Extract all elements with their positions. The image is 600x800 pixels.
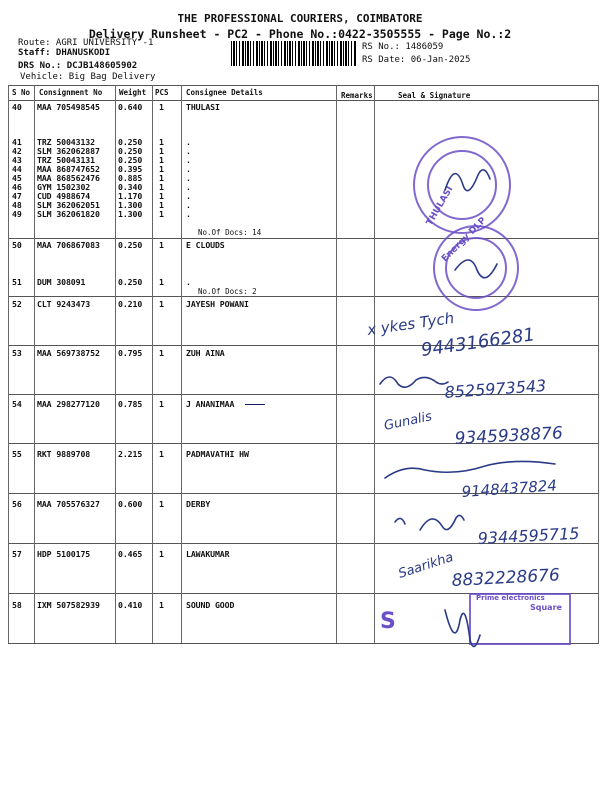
sno-cell: 45 — [12, 173, 22, 183]
consignee-cell: . — [186, 182, 191, 192]
stamp-text: Energy DLP — [440, 215, 489, 265]
weight-cell: 0.250 — [118, 137, 143, 147]
pcs-cell: 1 — [159, 277, 164, 287]
pcs-cell: 1 — [159, 600, 164, 610]
consignee-cell: . — [186, 146, 191, 156]
weight-cell: 0.600 — [118, 499, 143, 509]
stamp-text: Prime electronics — [476, 594, 545, 602]
sno-cell: 57 — [12, 549, 22, 559]
sno-cell: 50 — [12, 240, 22, 250]
sno-cell: 55 — [12, 449, 22, 459]
sno-cell: 51 — [12, 277, 22, 287]
pcs-cell: 1 — [159, 146, 164, 156]
runsheet-subtitle: Delivery Runsheet - PC2 - Phone No.:0422-3505555 - Page No.:2 — [88, 27, 512, 41]
stamp-thulasi — [414, 137, 510, 233]
consignment-cell: SLM 362062887 — [37, 146, 100, 156]
weight-cell: 0.465 — [118, 549, 143, 559]
weight-cell: 0.410 — [118, 600, 143, 610]
consignee-cell: . — [186, 164, 191, 174]
stamp-text: Square — [530, 603, 562, 612]
company-title: THE PROFESSIONAL COURIERS, COIMBATORE — [177, 12, 423, 25]
consignee-cell: ZUH AINA — [186, 348, 225, 358]
sno-cell: 42 — [12, 146, 22, 156]
rs-number: RS No.: 1486059 — [362, 42, 444, 52]
consignment-cell: MAA 868747652 — [37, 164, 100, 174]
pcs-cell: 1 — [159, 209, 164, 219]
consignment-cell: CUD 4988674 — [37, 191, 91, 201]
sno-cell: 41 — [12, 137, 22, 147]
handwritten-name: Gunalis — [382, 409, 434, 434]
pcs-cell: 1 — [159, 182, 164, 192]
sno-cell: 44 — [12, 164, 22, 174]
weight-cell: 1.300 — [118, 209, 143, 219]
consignee-cell: . — [186, 277, 191, 287]
weight-cell: 0.640 — [118, 102, 143, 112]
weight-cell: 0.795 — [118, 348, 143, 358]
vehicle-info: Vehicle: Big Bag Delivery — [20, 72, 156, 82]
stamp-square-prime — [380, 594, 570, 646]
consignee-cell: . — [186, 155, 191, 165]
col-header-remarks: Remarks — [341, 91, 373, 100]
consignment-cell: MAA 706867083 — [37, 240, 100, 250]
col-header-sno: S No — [12, 88, 31, 97]
pcs-cell: 1 — [159, 155, 164, 165]
weight-cell: 0.885 — [118, 173, 143, 183]
pcs-cell: 1 — [159, 137, 164, 147]
consignee-cell: PADMAVATHI HW — [186, 449, 249, 459]
consignee-cell: . — [186, 137, 191, 147]
consignment-cell: TRZ 50043132 — [37, 137, 95, 147]
consignment-cell: RKT 9889708 — [37, 449, 91, 459]
pcs-cell: 1 — [159, 102, 164, 112]
weight-cell: 0.785 — [118, 399, 143, 409]
weight-cell: 0.250 — [118, 146, 143, 156]
consignee-cell: LAWAKUMAR — [186, 549, 230, 559]
sno-cell: 54 — [12, 399, 22, 409]
sno-cell: 40 — [12, 102, 22, 112]
docs-count: No.Of Docs: 2 — [198, 287, 257, 296]
staff-info: Staff: DHANUSKODI — [18, 48, 111, 58]
signature-stroke — [445, 610, 480, 646]
pcs-cell: 1 — [159, 299, 164, 309]
stamp-text: THULASI — [424, 184, 456, 228]
weight-cell: 0.210 — [118, 299, 143, 309]
weight-cell: 0.250 — [118, 240, 143, 250]
pcs-cell: 1 — [159, 240, 164, 250]
handwritten-name: Saarikha — [396, 549, 456, 582]
col-header-consignment: Consignment No — [39, 88, 103, 97]
col-header-pcs: PCS — [155, 88, 169, 97]
rs-date: RS Date: 06-Jan-2025 — [362, 55, 471, 65]
stamp-glyph: S — [380, 609, 396, 634]
pcs-cell: 1 — [159, 191, 164, 201]
sno-cell: 52 — [12, 299, 22, 309]
consignee-cell: J ANANIMAA — [186, 399, 235, 409]
handwritten-phone: 9344595715 — [477, 523, 580, 548]
handwritten-phone: 9443166281 — [419, 324, 537, 361]
handwritten-phone: 9148437824 — [461, 476, 558, 501]
consignee-cell: . — [186, 173, 191, 183]
consignment-cell: MAA 705576327 — [37, 499, 100, 509]
signature-stroke — [445, 170, 490, 191]
signature-stroke — [395, 515, 464, 530]
sno-cell: 43 — [12, 155, 22, 165]
sno-cell: 48 — [12, 200, 22, 210]
consignment-cell: SLM 362061820 — [37, 209, 100, 219]
consignment-cell: DUM 308091 — [37, 277, 86, 287]
pcs-cell: 1 — [159, 348, 164, 358]
handwritten-phone: 9345938876 — [454, 423, 564, 449]
handwritten-phone: 8832228676 — [451, 565, 561, 591]
consignee-cell: JAYESH POWANI — [186, 299, 249, 309]
consignment-cell: HDP 5100175 — [37, 549, 91, 559]
weight-cell: 1.300 — [118, 200, 143, 210]
pcs-cell: 1 — [159, 173, 164, 183]
consignee-cell: . — [186, 209, 191, 219]
consignee-cell: E CLOUDS — [186, 240, 225, 250]
consignee-cell: THULASI — [186, 102, 220, 112]
drs-number: DRS No.: DCJB148605902 — [18, 61, 138, 71]
col-header-consignee: Consignee Details — [186, 88, 263, 97]
sno-cell: 49 — [12, 209, 22, 219]
signature-stroke — [455, 260, 497, 278]
pcs-cell: 1 — [159, 200, 164, 210]
handwritten-phone: 8525973543 — [443, 375, 547, 402]
sno-cell: 53 — [12, 348, 22, 358]
route-info: Route: AGRI UNIVERSITY -1 — [18, 38, 154, 48]
col-header-weight: Weight — [119, 88, 147, 97]
sno-cell: 46 — [12, 182, 22, 192]
consignment-cell: MAA 868562476 — [37, 173, 100, 183]
weight-cell: 0.395 — [118, 164, 143, 174]
pcs-cell: 1 — [159, 499, 164, 509]
consignee-cell: SOUND GOOD — [186, 600, 235, 610]
sno-cell: 47 — [12, 191, 22, 201]
sno-cell: 58 — [12, 600, 22, 610]
pcs-cell: 1 — [159, 399, 164, 409]
docs-count: No.Of Docs: 14 — [198, 228, 262, 237]
weight-cell: 2.215 — [118, 449, 143, 459]
weight-cell: 0.340 — [118, 182, 143, 192]
weight-cell: 0.250 — [118, 155, 143, 165]
sno-cell: 56 — [12, 499, 22, 509]
consignment-cell: TRZ 50043131 — [37, 155, 95, 165]
consignee-cell: . — [186, 191, 191, 201]
consignment-cell: MAA 298277120 — [37, 399, 100, 409]
signature-stroke — [385, 461, 555, 478]
consignment-cell: IXM 507582939 — [37, 600, 100, 610]
handwritten-name: x ykes Tych — [366, 308, 456, 339]
signature-stroke — [380, 377, 448, 387]
consignee-cell: . — [186, 200, 191, 210]
consignment-cell: SLM 362062051 — [37, 200, 100, 210]
pcs-cell: 1 — [159, 164, 164, 174]
weight-cell: 0.250 — [118, 277, 143, 287]
consignment-cell: MAA 569738752 — [37, 348, 100, 358]
pcs-cell: 1 — [159, 549, 164, 559]
weight-cell: 1.170 — [118, 191, 143, 201]
consignee-cell: DERBY — [186, 499, 211, 509]
consignment-cell: MAA 705498545 — [37, 102, 100, 112]
consignment-cell: CLT 9243473 — [37, 299, 91, 309]
col-header-seal: Seal & Signature — [398, 91, 471, 100]
consignment-cell: GYM 1502302 — [37, 182, 91, 192]
pcs-cell: 1 — [159, 449, 164, 459]
